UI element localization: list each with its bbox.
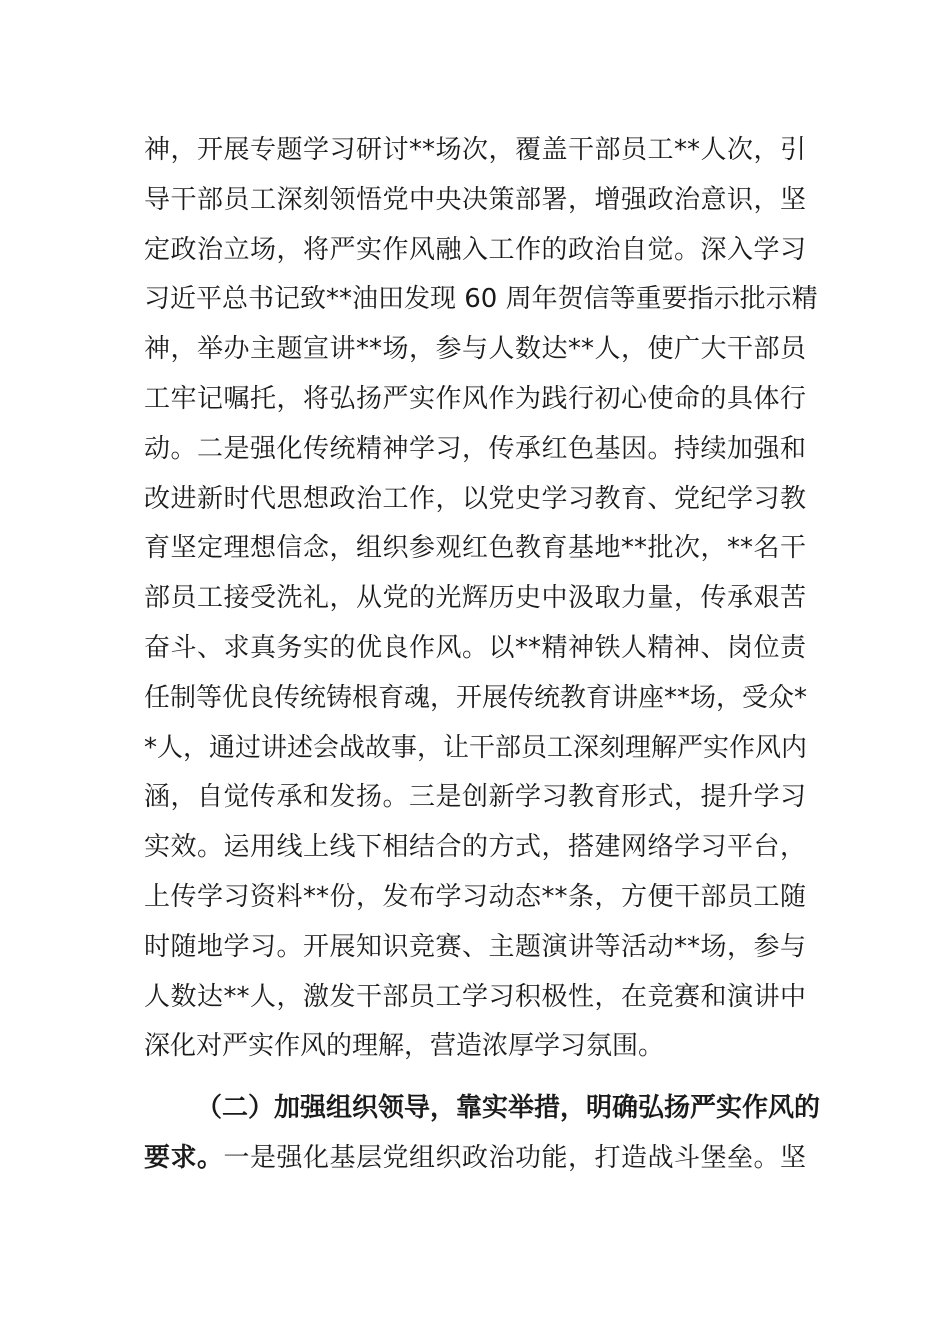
text-line: 工牢记嘱托，将弘扬严实作风作为践行初心使命的具体行 [144, 383, 806, 414]
text-line: 习近平总书记致**油田发现 60 周年贺信等重要指示批示精 [144, 284, 818, 315]
text-line: 定政治立场，将严实作风融入工作的政治自觉。深入学习 [144, 234, 806, 265]
text-line: 涵，自觉传承和发扬。三是创新学习教育形式，提升学习 [144, 782, 806, 813]
text-line: 神，开展专题学习研讨**场次，覆盖干部员工**人次，引 [144, 135, 806, 165]
body-text [144, 126, 821, 1184]
text-line: 人数达**人，激发干部员工学习积极性，在竞赛和演讲中 [144, 981, 806, 1012]
section-heading-end: 要求。 [144, 1142, 224, 1173]
section-heading: （二）加强组织领导，靠实举措，明确弘扬严实作风的 [196, 1093, 821, 1124]
text-line: 育坚定理想信念，组织参观红色教育基地**批次，**名干 [144, 533, 806, 564]
text-line: *人，通过讲述会战故事，让干部员工深刻理解严实作风内 [144, 732, 808, 763]
text-line: 实效。运用线上线下相结合的方式，搭建网络学习平台， [144, 832, 806, 863]
text-line: 时随地学习。开展知识竞赛、主题演讲等活动**场，参与 [144, 931, 806, 962]
paragraph-spacer [144, 1072, 806, 1084]
text-line: 改进新时代思想政治工作，以党史学习教育、党纪学习教 [144, 483, 806, 514]
text-line: 奋斗、求真务实的优良作风。以**精神铁人精神、岗位责 [144, 632, 806, 663]
paragraph-text: 一是强化基层党组织政治功能，打造战斗堡垒。坚 [223, 1142, 806, 1173]
text-line [144, 1134, 806, 1184]
text-line: 任制等优良传统铸根育魂，开展传统教育讲座**场，受众* [144, 682, 808, 713]
paragraph-2 [144, 1084, 821, 1184]
text-line: 导干部员工深刻领悟党中央决策部署，增强政治意识，坚 [144, 184, 806, 215]
text-line: 部员工接受洗礼，从党的光辉历史中汲取力量，传承艰苦 [144, 583, 806, 614]
text-line: 上传学习资料**份，发布学习动态**条，方便干部员工随 [144, 881, 806, 912]
text-line: 深化对严实作风的理解，营造浓厚学习氛围。 [144, 1031, 665, 1062]
text-line: 神，举办主题宣讲**场，参与人数达**人，使广大干部员 [144, 334, 806, 365]
text-line: 动。二是强化传统精神学习，传承红色基因。持续加强和 [144, 433, 806, 464]
paragraph-1 [144, 126, 818, 1072]
